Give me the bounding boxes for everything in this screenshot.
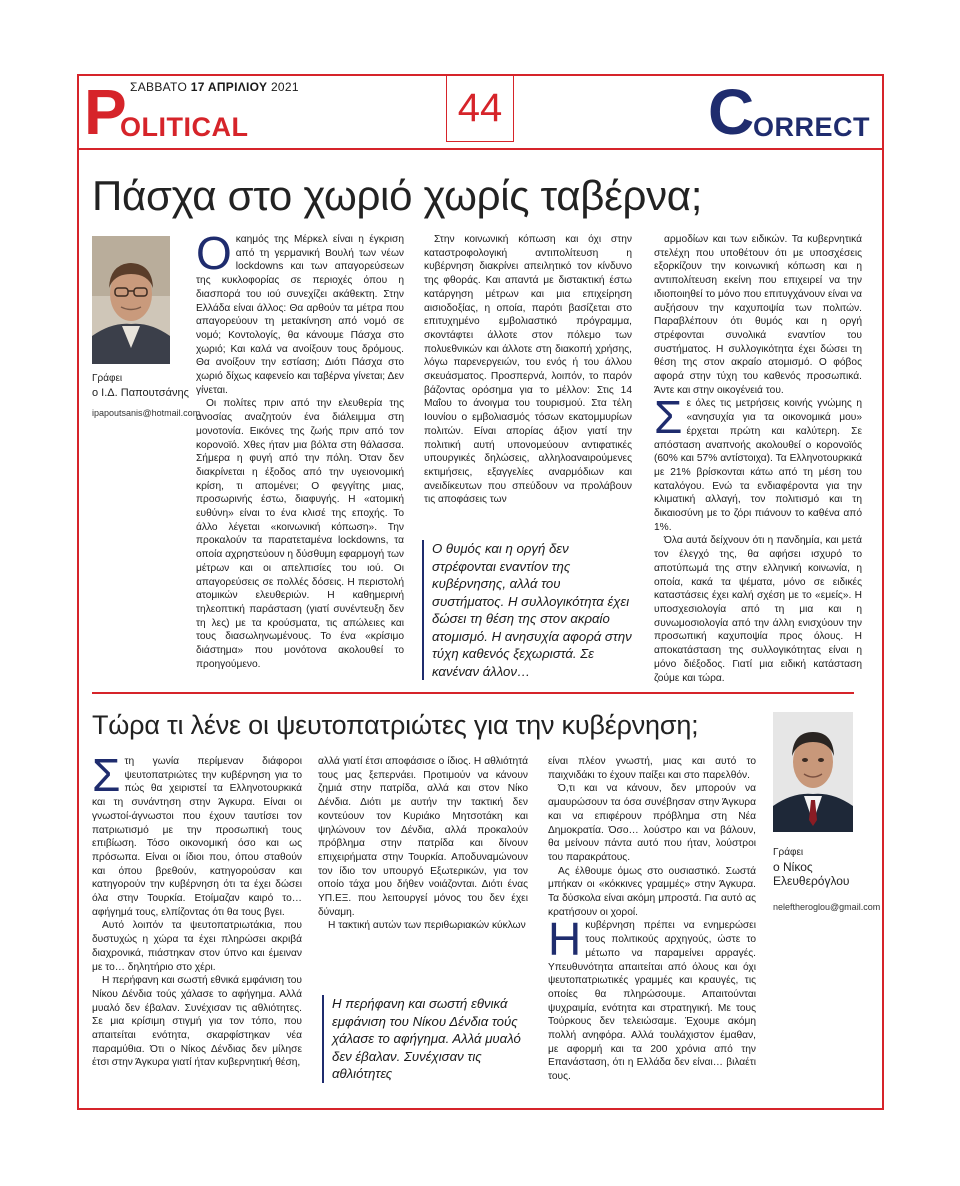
paragraph: Αυτό λοιπόν τα ψευτοπατριωτάκια, που δυστυχώς η χώρα τα έχει πληρώσει ακριβά διαχρονικά, πιάστηκαν στον ύπνο και έμειναν με το… δηλητήριο στο χέρι. bbox=[92, 920, 302, 973]
author1-name: ο Ι.Δ. Παπουτσάνης bbox=[92, 387, 189, 399]
article-divider bbox=[92, 692, 854, 694]
article2-title: Τώρα τι λένε οι ψευτοπατριώτες για την κυβέρνηση; bbox=[92, 710, 699, 740]
author1-email: ipapoutsanis@hotmail.com bbox=[92, 408, 201, 418]
article1-column-3 bbox=[654, 233, 862, 685]
author1-photo bbox=[92, 236, 170, 364]
article1-column-1 bbox=[196, 227, 404, 672]
dropcap-letter: Σ bbox=[654, 391, 683, 444]
article2-column-3 bbox=[548, 755, 756, 1084]
portrait-image bbox=[773, 712, 853, 832]
paragraph: καημός της Μέρκελ είναι η έγκριση από τη γερμανική Βουλή των νέων lockdowns και των απαγορεύσεων της κυκλοφορίας σε περιοχές όπου η διασπορά του ιού συνεχίζει ακάθεκτη. Στην Ελλάδα είναι άλλος: Θα αρθούν τα μέτρα που απαγορεύουν τη μετακίνηση από νομό σε νομό; Κοντολογίς, θα κάνουμε Πάσχα στο χωριό; Και καλά να ανοίξουν τους δρόμους. Θα ανοίξουν την εστίαση; Διότι Πάσχα στο χωριό δίχως καφενείο και ταβέρνα γίνεται; Δεν γίνεται. bbox=[196, 234, 404, 396]
paragraph: αλλά γιατί έτσι αποφάσισε ο ίδιος. Η αθλιότητά τους μας ξεπερνάει. Προτιμούν να κάνουν ζημιά στην πατρίδα, αλλά και στον Νίκο Δένδια. Διότι με αυτήν την τακτική δεν κοντεύουν τον Κυριάκο Μητσοτάκη και ψηλώνουν τον Δένδια, αλλά προκαλούν πρόβλημα στην πατρίδα και δίνουν επιχειρήματα στην Τουρκία. Αποδυναμώνουν τον ίδιο τον υπουργό Εξωτερικών, για τον οποίο τάχα μου δήθεν νοιάζονται. Διότι ένας ΥΠ.ΕΞ. που λειτουργεί μόνος του δεν έχει δύναμη. bbox=[318, 756, 528, 918]
logo-initial-c: C bbox=[708, 76, 755, 148]
article2-column-1 bbox=[92, 749, 302, 1070]
issue-date bbox=[130, 80, 299, 94]
dropcap-letter: Σ bbox=[92, 749, 121, 801]
paragraph: ε όλες τις μετρήσεις κοινής γνώμης η «ανησυχία για τα οικονομικά μου» έρχεται πρώτη και καλύτερη. Σε απόσταση αναπνοής ακολουθεί ο κορονοϊός (60% και 57% αντίστοιχα). Τα Ελληνοτουρκικά με 21% βρίσκονται κάτω από τη μέση του καταλόγου. Ενώ τα ενδιαφέροντα για την κλιματική αλλαγή, τον πολιτισμό και τη δικαιοσύνη με το ζόρι πιάνουν το καθένα από 1%. bbox=[654, 398, 862, 533]
date-year: 2021 bbox=[270, 80, 299, 94]
date-weekday: ΣΑΒΒΑΤΟ bbox=[130, 80, 188, 94]
date-day-month: 17 ΑΠΡΙΛΙΟΥ bbox=[190, 80, 268, 94]
paragraph: Οι πολίτες πριν από την ελευθερία της ανοσίας αναζητούν ένα διάλειμμα στη μονοτονία. Εικόνες της ζωής πριν από τον κορονοϊό. Χθες ήταν μια βόλτα στη θάλασσα. Σήμερα η φυγή από την πόλη. Όταν δεν διακρίνεται η έξοδος από την υγειονομική κρίση, τι απομένει; Ο φεγγίτης μιας, προσωρινής έστω, διαφυγής. Η «ατομική ευθύνη» είναι το ένα κλισέ της εποχής. Το άλλο λέγεται «κοινωνική κόπωση». Την προκαλούν τα παρατεταμένα lockdowns, τα οποία αχρηστεύουν η δύσθυμη εφαρμογή των μέτρων και οι απελπισίες του ιού. Οι απαγορεύσεις σε πολλές δόσεις. Η περιστολή ατομικών ελευθεριών. Η καθημερινή τηλεοπτική παράσταση (γιατί συνέντευξη δεν τη λες) με τα κρούσματα, τις απώλειες και τους διασωληνωμένους. Το ένα «κρίσιμο διάστημα» που μονότονα ακολουθεί το προηγούμενο. bbox=[196, 398, 404, 670]
article1-title: Πάσχα στο χωριό χωρίς ταβέρνα; bbox=[92, 172, 703, 219]
logo-initial-p: P bbox=[84, 76, 127, 148]
paragraph: Η περήφανη και σωστή εθνικά εμφάνιση του Νίκου Δένδια τούς χάλασε το αφήγημα. Αλλά μυαλό δεν έβαλαν. Συνέχισαν τις αθλιότητες. Σε μια κρίσιμη στιγμή για τον τόπο, που απαιτείται ενότητα, σκαρφίστηκαν νέα παραμύθια. Ότι ο Νίκος Δένδιας δεν μίλησε έτσι στην Άγκυρα γιατί ήταν κυβερνητική θέση, bbox=[92, 975, 302, 1069]
portrait-image bbox=[92, 236, 170, 364]
page-number: 44 bbox=[446, 74, 514, 142]
paragraph: Ό,τι και να κάνουν, δεν μπορούν να αμαυρώσουν τα όσα συνέβησαν στην Άγκυρα και να επιφέρουν πρόβλημα στη Νέα Δημοκρατία. Όσο… λούστρο και να βάλουν, θα μείνουν πάντα αυτό που ήταν, λούστροι του παρακράτους. bbox=[548, 783, 756, 863]
article2-column-2 bbox=[318, 755, 528, 933]
byline-label: Γράφει bbox=[773, 847, 804, 858]
article1-column-2 bbox=[424, 233, 632, 507]
logo-text-correct: ORRECT bbox=[753, 112, 870, 142]
dropcap-letter: Ο bbox=[196, 227, 232, 279]
author2-name-first: ο Νίκος bbox=[773, 860, 813, 874]
header-rule bbox=[77, 148, 884, 150]
article1-pull-quote: Ο θυμός και η οργή δεν στρέφονται εναντίον της κυβέρνησης, αλλά του συστήματος. Η συλλογικότητα έχει δώσει τη θέση της στον ακραίο ατομισμό. Η ανησυχία αφορά στην τύχη καθενός ξεχωριστά. Σε κανέναν άλλον… bbox=[422, 540, 632, 680]
logo-text-political: OLITICAL bbox=[120, 112, 249, 142]
paragraph: Στην κοινωνική κόπωση και όχι στην καταστροφολογική αντιπολίτευση η κυβέρνηση διακρίνει απειλητικό τον κίνδυνο της φθοράς. Και απαντά με διστακτική έστω κατάργηση μέτρων και μια επιχείρηση αισιοδοξίας, η οποία, παρότι βασίζεται στο επιτυχημένο εμβολιαστικό πρόγραμμα, σκοντάφτει άλλοτε στον πόλεμο των πολυεθνικών και άλλοτε στη διακοπή χρήσης, λόγω παρενεργειών, του ενός ή του άλλου σκευάσματος. Προσπερνά, λοιπόν, το παρόν βάζοντας ορόσημα για το μέλλον: Στις 14 Μαΐου το άνοιγμα του τουρισμού. Στα τέλη Ιουνίου ο εμβολιασμός τόσων εκατομμυρίων πολιτών. Είναι απορίας άξιον γιατί την πολιτική αυτή υπονομεύουν αντιφατικές υπουργικές δηλώσεις, αλληλοαναιρούμενες εκτιμήσεις, εξαγγελίες αναρμόδιων και ανειδίκευτων που σπεύδουν να προλάβουν τις αποφάσεις των bbox=[424, 234, 632, 506]
paragraph: Όλα αυτά δείχνουν ότι η πανδημία, και μετά τον έλεγχό της, θα αφήσει ισχυρό το αποτύπωμά της στην ελληνική κοινωνία, η οποία, κακά τα ψέματα, μόνο σε ειδικές καταστάσεις έχει καλή σχέση με το «εμείς». Η υποσχεσιολογία από τη μια και η συνωμοσιολογία από την άλλη ενισχύουν την προσωπική καχυποψία προς όλους. Η αποκατάσταση της συλλογικότητας είναι η μόνο διέξοδος. Γιατί μια ειδική κατάσταση ζούμε και τώρα. bbox=[654, 535, 862, 684]
paragraph: αρμοδίων και των ειδικών. Τα κυβερνητικά στελέχη που υποθέτουν ότι με υποσχέσεις εξορκίζουν την κοινωνική κόπωση και η αντιπολίτευση εκείνη που επιχειρεί να την ιδιοποιηθεί το μόνο που επιτυγχάνουν είναι να αυξήσουν την καχυποψία των πολιτών. Παραβλέπουν ότι θυμός και η οργή στρέφονται συνολικά εναντίον του συστήματος. Η συλλογικότητα έχει δώσει τη θέση της στον ακραίο ατομισμό. Ο φόβος αφορά στην τύχη του καθενός προσωπικά. Άντε και στην οικογένειά του. bbox=[654, 234, 862, 396]
paragraph: Ας έλθουμε όμως στο ουσιαστικό. Σωστά μπήκαν οι «κόκκινες γραμμές» στην Άγκυρα. Τα δύσκολα είναι ακόμη μπροστά. Για αυτό ας κρατήσουν οι χοροί. bbox=[548, 865, 756, 918]
author2-name-last: Ελευθερόγλου bbox=[773, 874, 850, 888]
author2-email: neleftheroglou@gmail.com bbox=[773, 902, 881, 912]
paragraph: κυβέρνηση πρέπει να ενημερώσει τους πολιτικούς αρχηγούς, ώστε το μέτωπο να παραμείνει αρραγές. Υπευθυνότητα απαιτείται από όλους και όχι ψευτοπατριωτικές γραμμές και κραυγές, τις οποίες θα πληρώσουμε. Απαιτούνται ψυχραιμία, ενότητα και στρατηγική. Με τους Τούρκους δεν τελειώσαμε. Έχουμε ακόμη πολλή ανηφόρα. Αλλά τουλάχιστον έμαθαν, με αφορμή και τα 200 χρόνια από την Επανάσταση, ότι η Ελλάδα δεν είναι… βιλαέτι τους. bbox=[548, 920, 756, 1083]
article2-pull-quote: Η περήφανη και σωστή εθνικά εμφάνιση του Νίκου Δένδια τούς χάλασε το αφήγημα. Αλλά μυαλό δεν έβαλαν. Συνέχισαν τις αθλιότητες bbox=[322, 995, 528, 1083]
paragraph: τη γωνία περίμεναν διάφοροι ψευτοπατριώτες την κυβέρνηση για το πώς θα χειριστεί τα Ελληνοτουρκικά και τη συνάντηση στην Άγκυρα. Είναι οι γνωστοί-άγνωστοι που έχουν ταυτίσει τον πατριωτισμό με την προσωπική τους επιβίωση. Τόσο οικονομική όσο και ως πρόσωπα. Είναι οι ίδιοι που, όπου σταθούν και όπου βρεθούν, κατηγορούσαν και κατηγορούν την κυβέρνηση ότι τα έχει δώσει όλα στην Τουρκία. Ετοίμαζαν καιρό το… αφήγημά τους, ελπίζοντας ότι θα τους βγει. bbox=[92, 756, 302, 918]
paragraph: Η τακτική αυτών των περιθωριακών κύκλων bbox=[328, 920, 526, 932]
dropcap-letter: Η bbox=[548, 913, 582, 966]
paragraph: είναι πλέον γνωστή, μιας και αυτό το παιχνιδάκι το έχουν παίξει και στο παρελθόν. bbox=[548, 756, 756, 781]
author2-byline bbox=[773, 846, 850, 888]
byline-label: Γράφει bbox=[92, 373, 123, 384]
author2-photo bbox=[773, 712, 853, 832]
author1-byline bbox=[92, 372, 189, 400]
